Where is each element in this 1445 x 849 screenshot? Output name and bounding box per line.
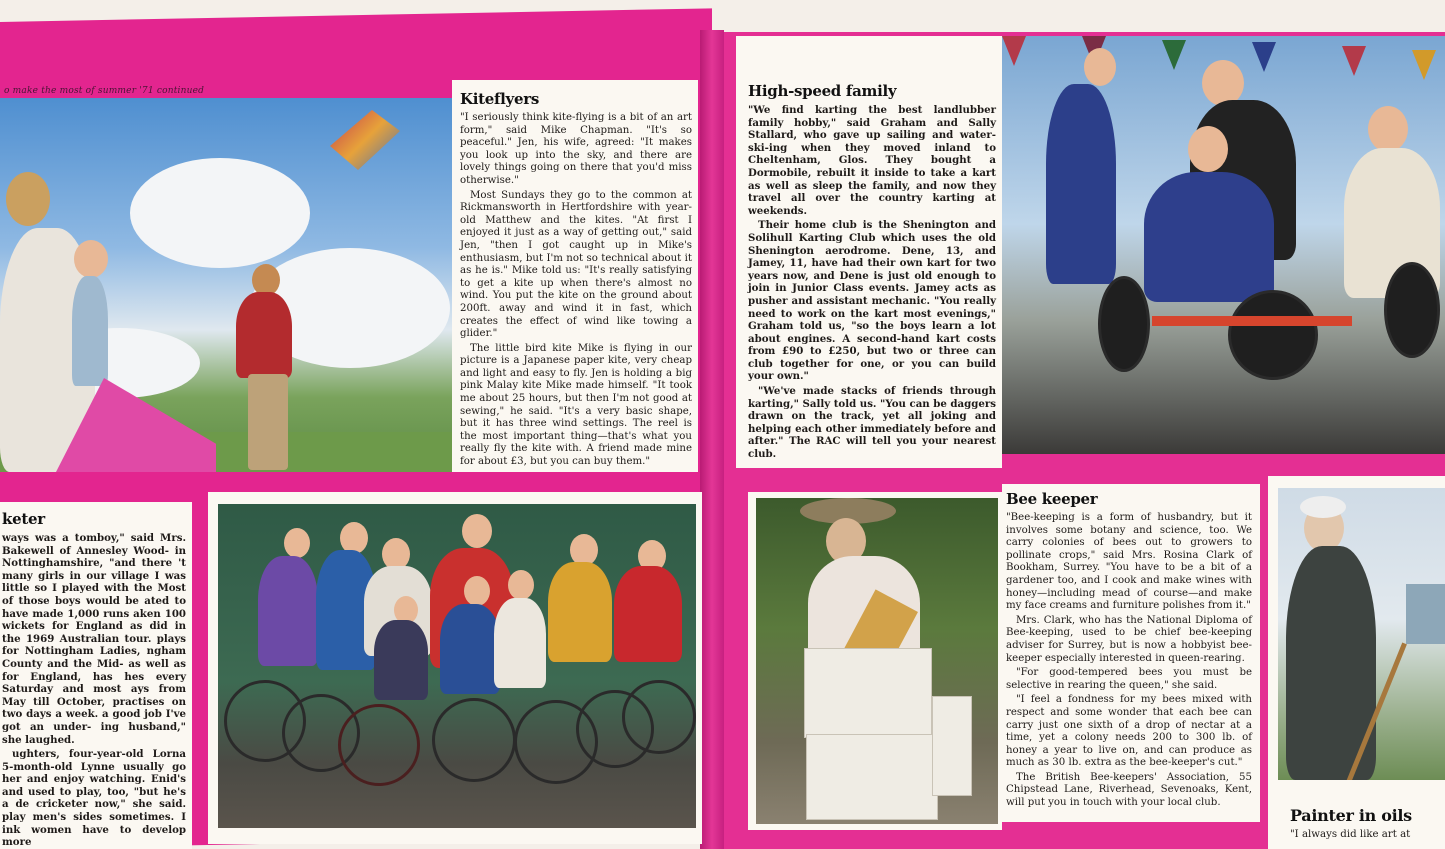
bee-keeper-article: [1002, 484, 1260, 822]
kiteflyers-article: [452, 80, 698, 472]
kiteflyers-paragraph: "I seriously think kite-flying is a bit of an art form," said Mike Chapman. "It's so peaceful." Jen, his wife, agreed: "It makes you look up into the sky, and there are lovely things going on there that you'd miss otherwise.": [460, 112, 692, 186]
painter-paragraph: "I always did like art at: [1290, 829, 1411, 840]
bee-keeper-paragraph: "For good-tempered bees you must be selective in rearing the queen," she said.: [1006, 667, 1252, 691]
high-speed-family-paragraph: Their home club is the Shenington and Solihull Karting Club which uses the old Shenington aerodrome. Dene, 13, and Jamey, 11, have had their own kart for two years now, and Dene is just old enough to join in Junior Class events. Jamey acts as pusher and assistant mechanic. "You really need to work on the kart most evenings," Graham told us, "so the boys learn a lot about engines. A second-hand kart costs from £90 to £250, but two or three can club together for one, or you can build your own.": [748, 219, 996, 383]
karting-family-photo: [1002, 36, 1445, 454]
bee-keeper-paragraph: Mrs. Clark, who has the National Diploma of Bee-keeping, used to be chief bee-keeping adviser for Surrey, but is now a hobbyist bee-keeper especially interested in queen-rearing.: [1006, 614, 1252, 664]
running-head: o make the most of summer '71 continued: [4, 86, 205, 96]
bee-keeper-paragraph: "Bee-keeping is a form of husbandry, but it involves some botany and science, too. We carry colonies of bees out to growers to pollinate crops," said Mrs. Rosina Clark of Bookham, Surrey. "You have to be a bit of a gardener too, and I cook and make wines with honey—including mead of course—and make my face creams and furniture polishes from it.": [1006, 512, 1252, 612]
cricketer-title: keter: [2, 510, 45, 528]
bee-keeper-paragraph: The British Bee-keepers' Association, 55 Chipstead Lane, Riverhead, Sevenoaks, Kent, will put you in touch with your local club.: [1006, 771, 1252, 809]
page-gutter: [700, 30, 724, 849]
bee-keeper-title: Bee keeper: [1006, 490, 1098, 508]
high-speed-family-article: [736, 36, 1002, 468]
painter-article: [1268, 476, 1445, 849]
kiteflyers-photo: [0, 98, 452, 472]
high-speed-family-title: High-speed family: [748, 82, 897, 100]
cricketer-article: [0, 502, 192, 849]
high-speed-family-paragraph: "We find karting the best landlubber family hobby," said Graham and Sally Stallard, who gave up sailing and water-ski-ing when they moved inland to Cheltenham, Glos. They bought a Dormobile, rebuilt it inside to take a kart as well as sleep the family, and now they travel all over the country karting at weekends.: [748, 104, 996, 217]
painter-title: Painter in oils: [1290, 806, 1412, 825]
cricketer-paragraph: ways was a tomboy," said Mrs. Bakewell of Annesley Wood- in Nottinghamshire, "and there 't many girls in our village I was little so I played with the Most of those boys would be ated to have made 1,000 runs aken 100 wickets for England as did in the 1969 Australian tour. plays for Nottingham Ladies, ngham County and the Mid- as well as for England, has hes every Saturday and most ays from May till October, practises on two days a week. a good job I've got an under- ing husband," she laughed.: [2, 532, 186, 746]
kiteflyers-paragraph: The little bird kite Mike is flying in our picture is a Japanese paper kite, very cheap and light and easy to fly. Jen is holding a big pink Malay kite Mike made himself. "It took me about 25 hours, but then I'm not good at sewing," he said. "It's a very basic shape, but it has three wind settings. The reel is the most important thing—that's what you really fly the kite with. A friend made mine for about £3, but you can buy them.": [460, 342, 692, 468]
kiteflyers-paragraph: Most Sundays they go to the common at Rickmansworth in Hertfordshire with year-old Matthew and the kites. "At first I enjoyed it just as a way of getting out," said Jen, "then I got caught up in Mike's enthusiasm, but I'm not so technical about it as he is." Mike told us: "It's really satisfying to get a kite up when there's almost no wind. You put the kite on the ground about 200ft. away and wind it in fast, which creates the effect of wind like towing a glider.": [460, 189, 692, 340]
kiteflyers-title: Kiteflyers: [460, 90, 539, 108]
cycling-family-photo: [218, 504, 696, 828]
painter-photo: [1278, 488, 1445, 780]
bee-keeper-paragraph: "I feel a fondness for my bees mixed with respect and some wonder that each bee can carry just one sixth of a drop of nectar at a time, yet a colony needs 200 to 300 lb. of honey a year to live on, and can produce as much as 30 lb. extra as the bee-keeper's cut.": [1006, 694, 1252, 769]
bee-keeper-frame: [748, 492, 1002, 830]
bird-kite-icon: [330, 110, 400, 170]
cricketer-paragraph: ughters, four-year-old Lorna 5-month-old Lynne usually go her and enjoy watching. Enid's and used to play, too, "but he's a de cricketer now," she said. play men's sides sometimes. I ink women have to develop more: [2, 748, 186, 849]
bee-keeper-photo: [756, 498, 998, 824]
beehive-icon: [804, 648, 932, 738]
high-speed-family-paragraph: "We've made stacks of friends through karting," Sally told us. "You can be daggers drawn on the track, yet all joking and helping each other immediately before and after." The RAC will tell you your nearest club.: [748, 385, 996, 461]
cycling-family-frame: [208, 492, 702, 844]
